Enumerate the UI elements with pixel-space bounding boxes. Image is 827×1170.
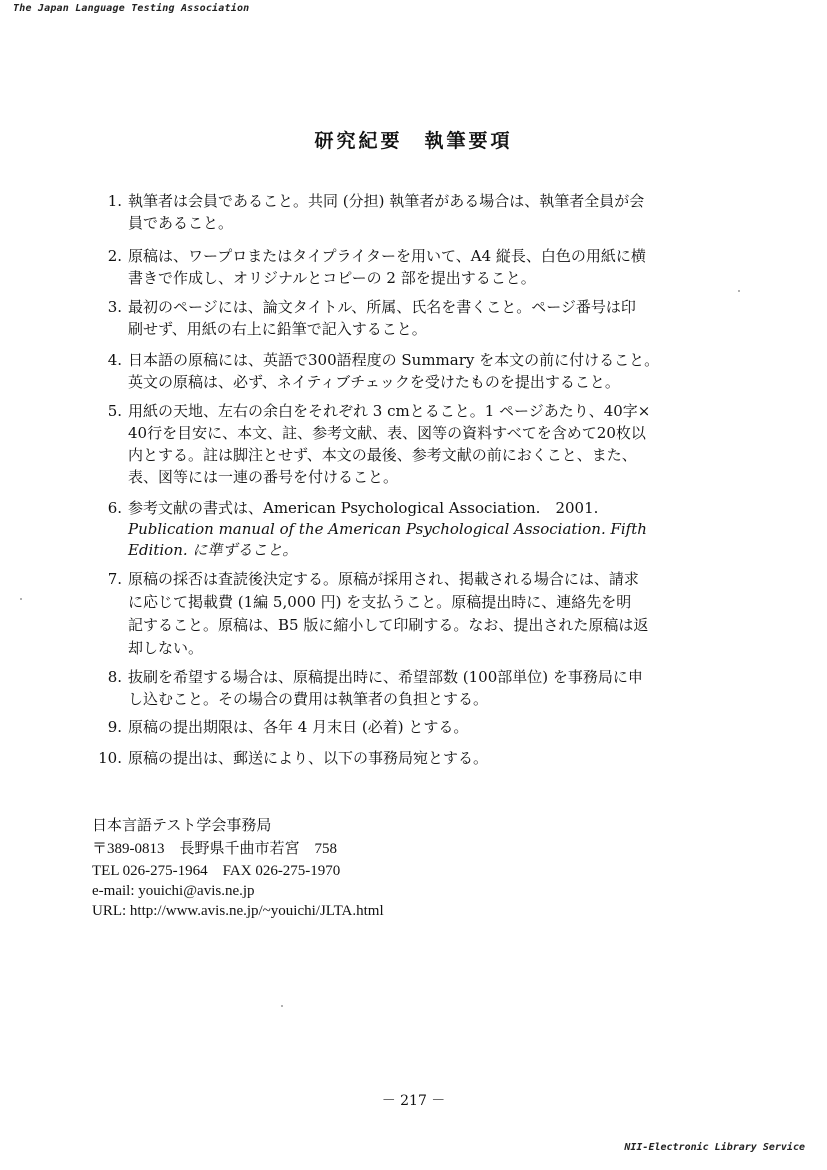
office-address: 〒389-0813 長野県千曲市若宮 758 bbox=[92, 841, 337, 857]
item-number: 3. bbox=[107, 298, 122, 316]
page-footer-service: NII-Electronic Library Service bbox=[624, 1142, 805, 1153]
item-line: Edition. に準ずること。 bbox=[128, 541, 298, 559]
item-line: 40行を目安に、本文、註、参考文献、表、図等の資料すべてを含めて20枚以 bbox=[128, 424, 646, 442]
item-line: 原稿の提出は、郵送により、以下の事務局宛とする。 bbox=[128, 749, 489, 767]
scan-speck bbox=[20, 598, 22, 600]
item-number: 4. bbox=[107, 351, 122, 369]
item-number: 9. bbox=[107, 718, 122, 736]
item-line: 参考文献の書式は、American Psychological Association. 2001. bbox=[128, 499, 599, 517]
page-number: － 217 － bbox=[381, 1093, 446, 1109]
item-number: 7. bbox=[107, 570, 122, 588]
office-name: 日本言語テスト学会事務局 bbox=[92, 818, 272, 834]
item-line: 表、図等には一連の番号を付けること。 bbox=[128, 468, 399, 486]
item-number: 5. bbox=[107, 402, 122, 420]
item-number: 6. bbox=[107, 499, 122, 517]
item-line: 最初のページには、論文タイトル、所属、氏名を書くこと。ページ番号は印 bbox=[128, 298, 636, 316]
item-line: 執筆者は会員であること。共同 (分担) 執筆者がある場合は、執筆者全員が会 bbox=[128, 192, 645, 210]
item-line: 抜刷を希望する場合は、原稿提出時に、希望部数 (100部単位) を事務局に申 bbox=[128, 668, 643, 686]
item-line: 刷せず、用紙の右上に鉛筆で記入すること。 bbox=[128, 320, 427, 338]
item-line: 記すること。原稿は、B5 版に縮小して印刷する。なお、提出された原稿は返 bbox=[128, 616, 649, 634]
office-url: URL: http://www.avis.ne.jp/~youichi/JLTA.html bbox=[92, 903, 384, 919]
item-line: 日本語の原稿には、英語で300語程度の Summary を本文の前に付けること。 bbox=[128, 351, 660, 369]
item-line: に応じて掲載費 (1編 5,000 円) を支払うこと。原稿提出時に、連絡先を明 bbox=[128, 593, 632, 611]
item-number: 1. bbox=[107, 192, 122, 210]
item-line: 英文の原稿は、必ず、ネイティブチェックを受けたものを提出すること。 bbox=[128, 373, 620, 391]
item-line: 原稿の採否は査読後決定する。原稿が採用され、掲載される場合には、請求 bbox=[128, 570, 639, 588]
page-title: 研究紀要 執筆要項 bbox=[314, 130, 513, 152]
item-line: 原稿は、ワープロまたはタイプライターを用いて、A4 縦長、白色の用紙に横 bbox=[128, 247, 646, 265]
item-line: 用紙の天地、左右の余白をそれぞれ 3 cmとること。1 ページあたり、40字× bbox=[128, 402, 651, 420]
item-line: 書きで作成し、オリジナルとコピーの 2 部を提出すること。 bbox=[128, 269, 536, 287]
page-header-source: The Japan Language Testing Association bbox=[13, 3, 250, 14]
office-email: e-mail: youichi@avis.ne.jp bbox=[92, 883, 255, 899]
item-line: Publication manual of the American Psychological Association. Fifth bbox=[128, 520, 647, 538]
item-line: 原稿の提出期限は、各年 4 月末日 (必着) とする。 bbox=[128, 718, 469, 736]
item-line: し込むこと。その場合の費用は執筆者の負担とする。 bbox=[128, 690, 489, 708]
office-phone-fax: TEL 026-275-1964 FAX 026-275-1970 bbox=[92, 863, 341, 879]
item-number: 8. bbox=[107, 668, 122, 686]
item-line: 却しない。 bbox=[128, 639, 204, 657]
item-line: 員であること。 bbox=[128, 214, 234, 232]
item-line: 内とする。註は脚注とせず、本文の最後、参考文献の前におくこと、また、 bbox=[128, 446, 637, 464]
item-number: 10. bbox=[98, 749, 122, 767]
scan-speck bbox=[738, 290, 740, 292]
item-number: 2. bbox=[107, 247, 122, 265]
scan-speck bbox=[281, 1005, 283, 1007]
